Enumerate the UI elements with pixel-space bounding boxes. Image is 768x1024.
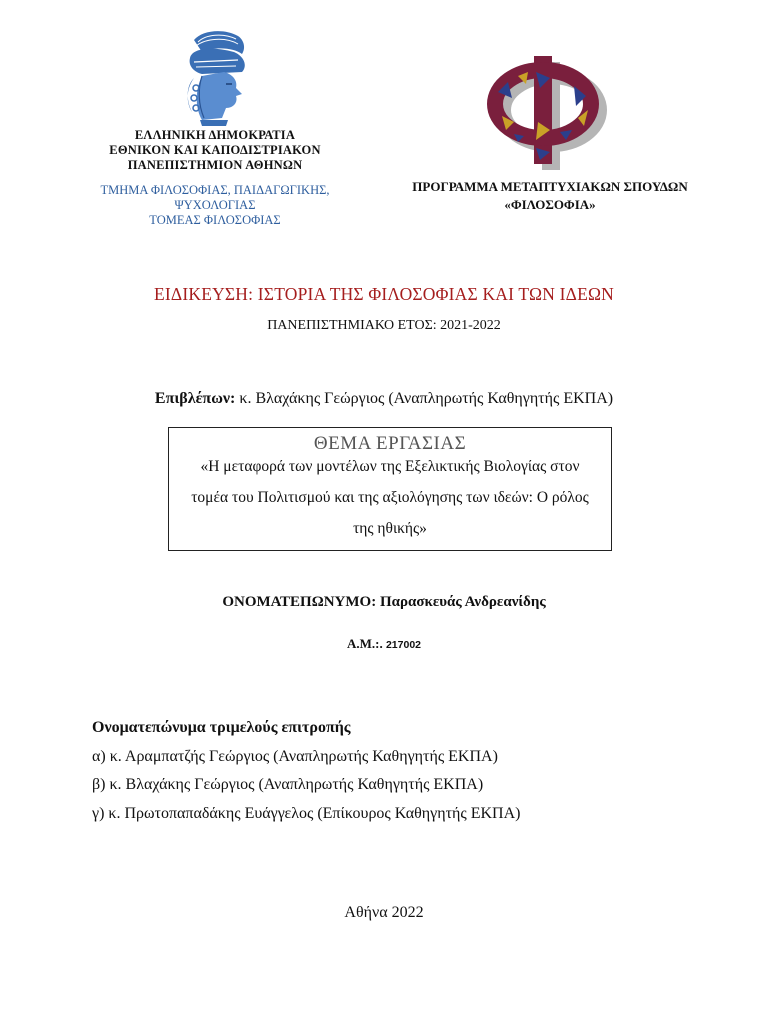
supervisor-line bbox=[0, 390, 768, 408]
specialization-heading: ΕΙΔΙΚΕΥΣΗ: ΙΣΤΟΡΙΑ ΤΗΣ ΦΙΛΟΣΟΦΙΑΣ ΚΑΙ ΤΩΝ ΙΔΕΩΝ bbox=[153, 284, 615, 304]
supervisor-label: Επιβλέπων: bbox=[154, 390, 236, 407]
committee-heading: Ονοματεπώνυμα τριμελούς επιτροπής bbox=[92, 719, 351, 736]
committee-member: β) κ. Βλαχάκης Γεώργιος (Αναπληρωτής Καθηγητής ΕΚΠΑ) bbox=[92, 776, 484, 793]
institution-line: ΠΑΝΕΠΙΣΤΗΜΙΟΝ ΑΘΗΝΩΝ bbox=[127, 158, 303, 172]
registration-line bbox=[0, 636, 768, 652]
department-line: ΨΥΧΟΛΟΓΙΑΣ bbox=[174, 198, 256, 212]
athena-head-icon bbox=[172, 28, 258, 128]
registration-number: 217002 bbox=[385, 639, 422, 651]
committee-member: γ) κ. Πρωτοπαπαδάκης Ευάγγελος (Επίκουρος Καθηγητής ΕΚΠΑ) bbox=[92, 804, 521, 822]
department-line: ΤΜΗΜΑ ΦΙΛΟΣΟΦΙΑΣ, ΠΑΙΔΑΓΩΓΙΚΗΣ, bbox=[100, 183, 330, 197]
topic-box bbox=[168, 427, 612, 551]
topic-text: «Η μεταφορά των μοντέλων της Εξελικτικής Βιολογίας στον τομέα του Πολιτισμού και της αξιολόγησης των ιδεών: Ο ρόλος της ηθικής» bbox=[191, 458, 589, 537]
topic-heading: ΘΕΜΑ ΕΡΓΑΣΙΑΣ bbox=[313, 433, 467, 454]
program-title: ΠΡΟΓΡΑΜΜΑ ΜΕΤΑΠΤΥΧΙΑΚΩΝ ΣΠΟΥΔΩΝ bbox=[412, 179, 688, 194]
registration-label: Α.Μ.:. bbox=[346, 636, 386, 651]
program-name: «ΦΙΛΟΣΟΦΙΑ» bbox=[504, 197, 596, 212]
institution-line: ΕΘΝΙΚΟΝ ΚΑΙ ΚΑΠΟΔΙΣΤΡΙΑΚΟΝ bbox=[109, 143, 321, 157]
fullname-line bbox=[0, 594, 768, 611]
department-line: ΤΟΜΕΑΣ ΦΙΛΟΣΟΦΙΑΣ bbox=[149, 213, 281, 227]
fullname-label: ΟΝΟΜΑΤΕΠΩΝΥΜΟ: bbox=[222, 594, 377, 610]
fullname-value: Παρασκευάς Ανδρεανίδης bbox=[376, 594, 546, 610]
place-year: Αθήνα 2022 bbox=[344, 904, 424, 921]
committee-block bbox=[92, 714, 712, 828]
program-block bbox=[380, 178, 720, 214]
institution-line: ΕΛΛΗΝΙΚΗ ΔΗΜΟΚΡΑΤΙΑ bbox=[134, 128, 296, 142]
institution-block bbox=[60, 128, 370, 228]
phi-letter-icon bbox=[478, 52, 608, 172]
committee-member: α) κ. Αραμπατζής Γεώργιος (Αναπληρωτής Καθηγητής ΕΚΠΑ) bbox=[92, 747, 498, 765]
academic-year: ΠΑΝΕΠΙΣΤΗΜΙΑΚΟ ΕΤΟΣ: 2021-2022 bbox=[267, 318, 501, 333]
supervisor-value: κ. Βλαχάκης Γεώργιος (Αναπληρωτής Καθηγητής ΕΚΠΑ) bbox=[235, 390, 614, 407]
